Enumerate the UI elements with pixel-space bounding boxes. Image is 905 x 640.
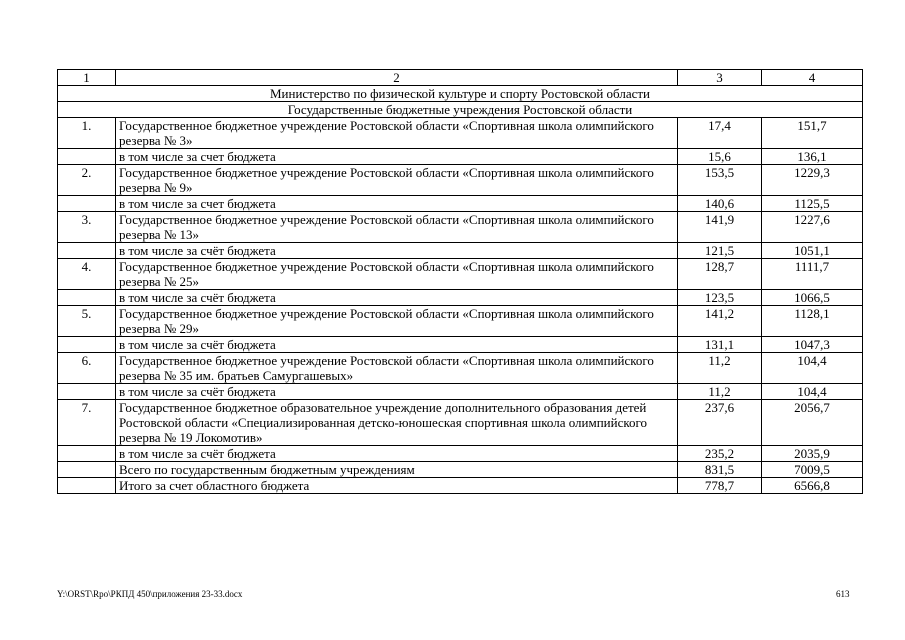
row-value-col4: 1047,3 (762, 337, 863, 353)
section-institutions: Государственные бюджетные учреждения Ростовской области (58, 102, 863, 118)
row-name: в том числе за счёт бюджета (116, 243, 678, 259)
row-name: Государственное бюджетное учреждение Ростовской области «Спортивная школа олимпийского резерва № 25» (116, 259, 678, 290)
row-value-col4: 7009,5 (762, 462, 863, 478)
row-value-col4: 2035,9 (762, 446, 863, 462)
table-row (58, 400, 863, 446)
row-value-col3: 11,2 (678, 353, 762, 384)
table-row (58, 165, 863, 196)
row-value-col3: 235,2 (678, 446, 762, 462)
table-body (58, 70, 863, 494)
row-number: 4. (58, 259, 116, 290)
table-row (58, 384, 863, 400)
row-value-col4: 1066,5 (762, 290, 863, 306)
section-institutions-row (58, 102, 863, 118)
table-row (58, 462, 863, 478)
row-name: Итого за счет областного бюджета (116, 478, 678, 494)
table-row (58, 149, 863, 165)
header-col-1: 1 (58, 70, 116, 86)
row-number (58, 243, 116, 259)
row-number (58, 384, 116, 400)
row-value-col4: 136,1 (762, 149, 863, 165)
row-value-col4: 1051,1 (762, 243, 863, 259)
footer-page-number: 613 (836, 589, 850, 599)
row-number: 1. (58, 118, 116, 149)
row-number: 7. (58, 400, 116, 446)
table-row (58, 196, 863, 212)
row-value-col3: 17,4 (678, 118, 762, 149)
row-name: в том числе за счет бюджета (116, 149, 678, 165)
row-number (58, 290, 116, 306)
header-col-4: 4 (762, 70, 863, 86)
row-value-col4: 104,4 (762, 353, 863, 384)
header-col-2: 2 (116, 70, 678, 86)
section-ministry-row (58, 86, 863, 102)
row-value-col3: 153,5 (678, 165, 762, 196)
table-row (58, 306, 863, 337)
table-row (58, 118, 863, 149)
row-value-col3: 11,2 (678, 384, 762, 400)
row-number (58, 462, 116, 478)
table-row (58, 337, 863, 353)
row-name: в том числе за счет бюджета (116, 196, 678, 212)
row-name: в том числе за счёт бюджета (116, 290, 678, 306)
table-row (58, 212, 863, 243)
header-col-3: 3 (678, 70, 762, 86)
row-number (58, 196, 116, 212)
row-value-col4: 1229,3 (762, 165, 863, 196)
row-number (58, 478, 116, 494)
table-row (58, 446, 863, 462)
row-value-col3: 140,6 (678, 196, 762, 212)
row-name: в том числе за счёт бюджета (116, 446, 678, 462)
row-value-col4: 1227,6 (762, 212, 863, 243)
row-number: 6. (58, 353, 116, 384)
row-value-col4: 6566,8 (762, 478, 863, 494)
row-value-col3: 121,5 (678, 243, 762, 259)
row-value-col4: 1111,7 (762, 259, 863, 290)
row-value-col3: 778,7 (678, 478, 762, 494)
row-value-col4: 104,4 (762, 384, 863, 400)
row-name: в том числе за счёт бюджета (116, 337, 678, 353)
row-value-col3: 128,7 (678, 259, 762, 290)
row-number: 3. (58, 212, 116, 243)
row-name: Государственное бюджетное учреждение Ростовской области «Спортивная школа олимпийского резерва № 29» (116, 306, 678, 337)
footer-file-path: Y:\ORST\Rpo\РКПД 450\приложения 23-33.docx (57, 589, 243, 599)
row-value-col3: 123,5 (678, 290, 762, 306)
row-name: в том числе за счёт бюджета (116, 384, 678, 400)
row-number (58, 446, 116, 462)
header-row (58, 70, 863, 86)
row-value-col3: 831,5 (678, 462, 762, 478)
table-row (58, 290, 863, 306)
row-value-col4: 2056,7 (762, 400, 863, 446)
row-number (58, 149, 116, 165)
row-number: 5. (58, 306, 116, 337)
section-ministry: Министерство по физической культуре и спорту Ростовской области (58, 86, 863, 102)
row-name: Государственное бюджетное учреждение Ростовской области «Спортивная школа олимпийского резерва № 9» (116, 165, 678, 196)
row-name: Государственное бюджетное учреждение Ростовской области «Спортивная школа олимпийского резерва № 35 им. братьев Самургашевых» (116, 353, 678, 384)
table-row (58, 243, 863, 259)
row-value-col4: 1128,1 (762, 306, 863, 337)
row-value-col4: 1125,5 (762, 196, 863, 212)
row-value-col3: 15,6 (678, 149, 762, 165)
row-value-col3: 141,9 (678, 212, 762, 243)
row-number: 2. (58, 165, 116, 196)
row-value-col3: 131,1 (678, 337, 762, 353)
table-row (58, 259, 863, 290)
row-value-col4: 151,7 (762, 118, 863, 149)
row-number (58, 337, 116, 353)
row-name: Государственное бюджетное учреждение Ростовской области «Спортивная школа олимпийского резерва № 13» (116, 212, 678, 243)
row-name: Государственное бюджетное учреждение Ростовской области «Спортивная школа олимпийского резерва № 3» (116, 118, 678, 149)
row-name: Государственное бюджетное образовательное учреждение дополнительного образования детей Ростовской области «Специализированная детско-юношеская спортивная школа олимпийского резерва № 19 Локомотив» (116, 400, 678, 446)
table-row (58, 353, 863, 384)
row-value-col3: 237,6 (678, 400, 762, 446)
row-name: Всего по государственным бюджетным учреждениям (116, 462, 678, 478)
budget-table (57, 69, 863, 494)
table-row (58, 478, 863, 494)
row-value-col3: 141,2 (678, 306, 762, 337)
